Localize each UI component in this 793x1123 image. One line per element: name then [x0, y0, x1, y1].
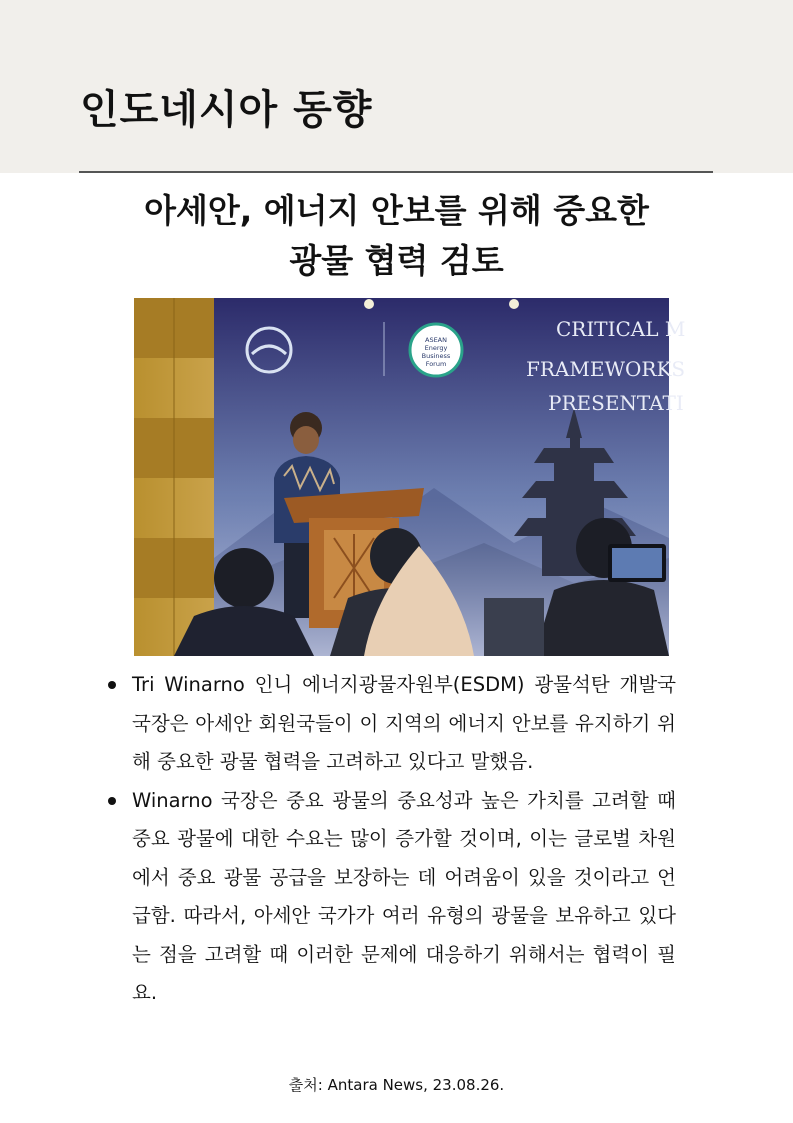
bullet-dot [108, 797, 116, 805]
bullet-item [106, 782, 676, 1013]
svg-text:Forum: Forum [425, 360, 447, 368]
bullet-dot [108, 681, 116, 689]
svg-text:ASEAN: ASEAN [425, 336, 447, 344]
article-headline [60, 186, 733, 286]
headline-line-1: 아세안, 에너지 안보를 위해 중요한 [144, 191, 649, 230]
banner-line-3: PRESENTATI [548, 391, 684, 415]
bullet-item [106, 666, 676, 782]
banner-line-1: CRITICAL M [556, 317, 686, 341]
bullet-list [106, 666, 676, 1013]
source-citation: 출처: Antara News, 23.08.26. [288, 1076, 505, 1094]
divider [79, 171, 713, 173]
bullet-text: Tri Winarno 인니 에너지광물자원부(ESDM) 광물석탄 개발국 국장은 아세안 회원국들이 이 지역의 에너지 안보를 유지하기 위해 중요한 광물 협력을 고려하고 있다고 말했음. [132, 673, 676, 773]
banner-line-2: FRAMEWORKS [526, 357, 686, 381]
bullet-text: Winarno 국장은 중요 광물의 중요성과 높은 가치를 고려할 때 중요 광물에 대한 수요는 많이 증가할 것이며, 이는 글로벌 차원에서 중요 광물 공급을 보장하는 데 어려움이 있을 것이라고 언급함. 따라서, 아세안 국가가 여러 유형의 광물을 보유하고 있다는 점을 고려할 때 이러한 문제에 대응하기 위해서는 협력이 필요. [132, 788, 676, 1004]
svg-text:Business: Business [421, 352, 451, 360]
article-photo [134, 298, 686, 656]
section-title: 인도네시아 동향 [80, 87, 373, 133]
svg-text:Energy: Energy [424, 344, 448, 352]
headline-line-2: 광물 협력 검토 [289, 241, 504, 280]
